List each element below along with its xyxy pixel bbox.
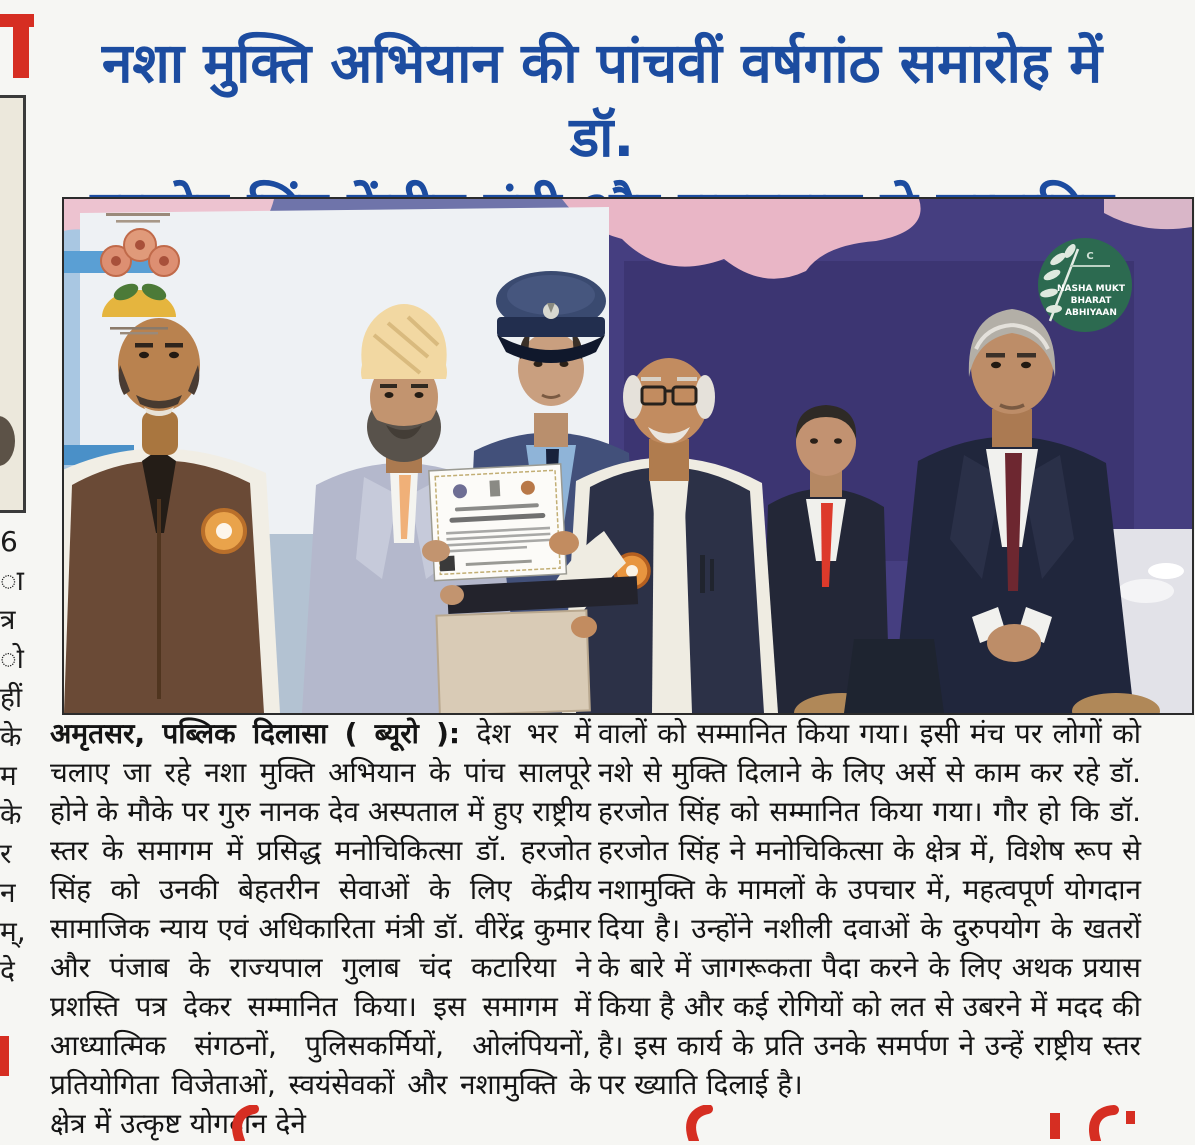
- article-photo: [62, 197, 1194, 715]
- article-right-body: वालों को सम्मानित किया गया। इसी मंच पर लोगों को नशे से मुक्ति दिलाने के लिए अर्से से काम कर रहे डॉ. हरजोत सिंह को सम्मानित किया गया। गौर हो कि डॉ. हरजोत सिंह ने मनोचिकित्सा के क्षेत्र में, विशेष रूप से नशामुक्ति के मामलों के उपचार में, महत्वपूर्ण योगदान दिया है। उन्होंने नशीली दवाओं के दुरुपयोग के खतरों के बारे में जागरूकता पैदा करने के लिए अथक प्रयास किया है और कई रोगियों को लत से उबरने में मदद की है। इस कार्य के प्रति उनके समर्पण ने उन्हें राष्ट्रीय स्तर पर ख्याति दिलाई है।: [598, 717, 1141, 1101]
- strip-fragment: ो: [0, 642, 24, 675]
- hand-sikh-lower: [440, 585, 464, 605]
- hand-minister: [549, 531, 579, 555]
- badge-letter: C: [1086, 251, 1094, 262]
- cutoff-image-shape: [0, 416, 15, 466]
- badge-line-1: NASHA MUKT: [1057, 284, 1125, 294]
- cutoff-red-glyph-topleft: [0, 14, 34, 78]
- article-column-right: [598, 714, 1141, 1104]
- strip-fragment: त्र: [0, 603, 16, 636]
- article-lead: अमृतसर, पब्लिक दिलासा ( ब्यूरो ):: [50, 717, 461, 750]
- strip-fragment: ा: [0, 564, 24, 597]
- strip-fragment: हीं: [0, 681, 23, 714]
- strip-fragment: 6: [0, 525, 18, 558]
- strip-fragment: के: [0, 720, 22, 753]
- hand-sikh: [422, 540, 450, 562]
- beige-folder: [436, 610, 589, 713]
- table-item-small: [1148, 563, 1184, 579]
- left-strip-fragments: [0, 522, 34, 990]
- table-items: [1118, 579, 1174, 603]
- nasha-mukt-badge: [1038, 238, 1132, 332]
- article-left-body: देश भर में चलाए जा रहे नशा मुक्ति अभियान के पांच सालपूरे होने के मौके पर गुरु नानक देव अस्पताल में हुए राष्ट्रीय स्तर के समागम में प्रसिद्ध मनोचिकित्सा डॉ. हरजोत सिंह को उनकी बेहतरीन सेवाओं के लिए केंद्रीय सामाजिक न्याय एवं अधिकारिता मंत्री डॉ. वीरेंद्र कुमार और पंजाब के राज्यपाल गुलाब चंद कटारिया ने प्रशस्ति पत्र देकर सम्मानित किया। इस समागम में आध्यात्मिक संगठनों, पुलिसकर्मियों, ओलंपियनों, प्रतियोगिता विजेताओं, स्वयंसेवकों और नशामुक्ति के क्षेत्र में उत्कृष्ट योगदान देने: [50, 717, 591, 1140]
- cutoff-red-glyph-bottomleft: [0, 1036, 9, 1076]
- strip-fragment: म्,: [0, 915, 26, 948]
- cutoff-side-image: [0, 95, 26, 513]
- badge-line-2: BHARAT: [1070, 296, 1112, 306]
- chair-dark: [844, 639, 944, 713]
- folder-group: [436, 610, 589, 713]
- strip-fragment: दे: [0, 954, 15, 987]
- strip-fragment: के: [0, 798, 22, 831]
- hand-minister-lower: [571, 616, 597, 638]
- cutoff-red-headline-bottom: [0, 1105, 1195, 1141]
- article-column-left: [50, 714, 591, 1143]
- headline-line-1: नशा मुक्ति अभियान की पांचवीं वर्षगांठ समारोह में डॉ.: [101, 31, 1103, 169]
- strip-fragment: र: [0, 837, 12, 870]
- strip-fragment: म: [0, 759, 17, 792]
- strip-fragment: न: [0, 876, 16, 909]
- badge-line-3: ABHIYAAN: [1065, 308, 1117, 318]
- photo-scene: [64, 199, 1192, 713]
